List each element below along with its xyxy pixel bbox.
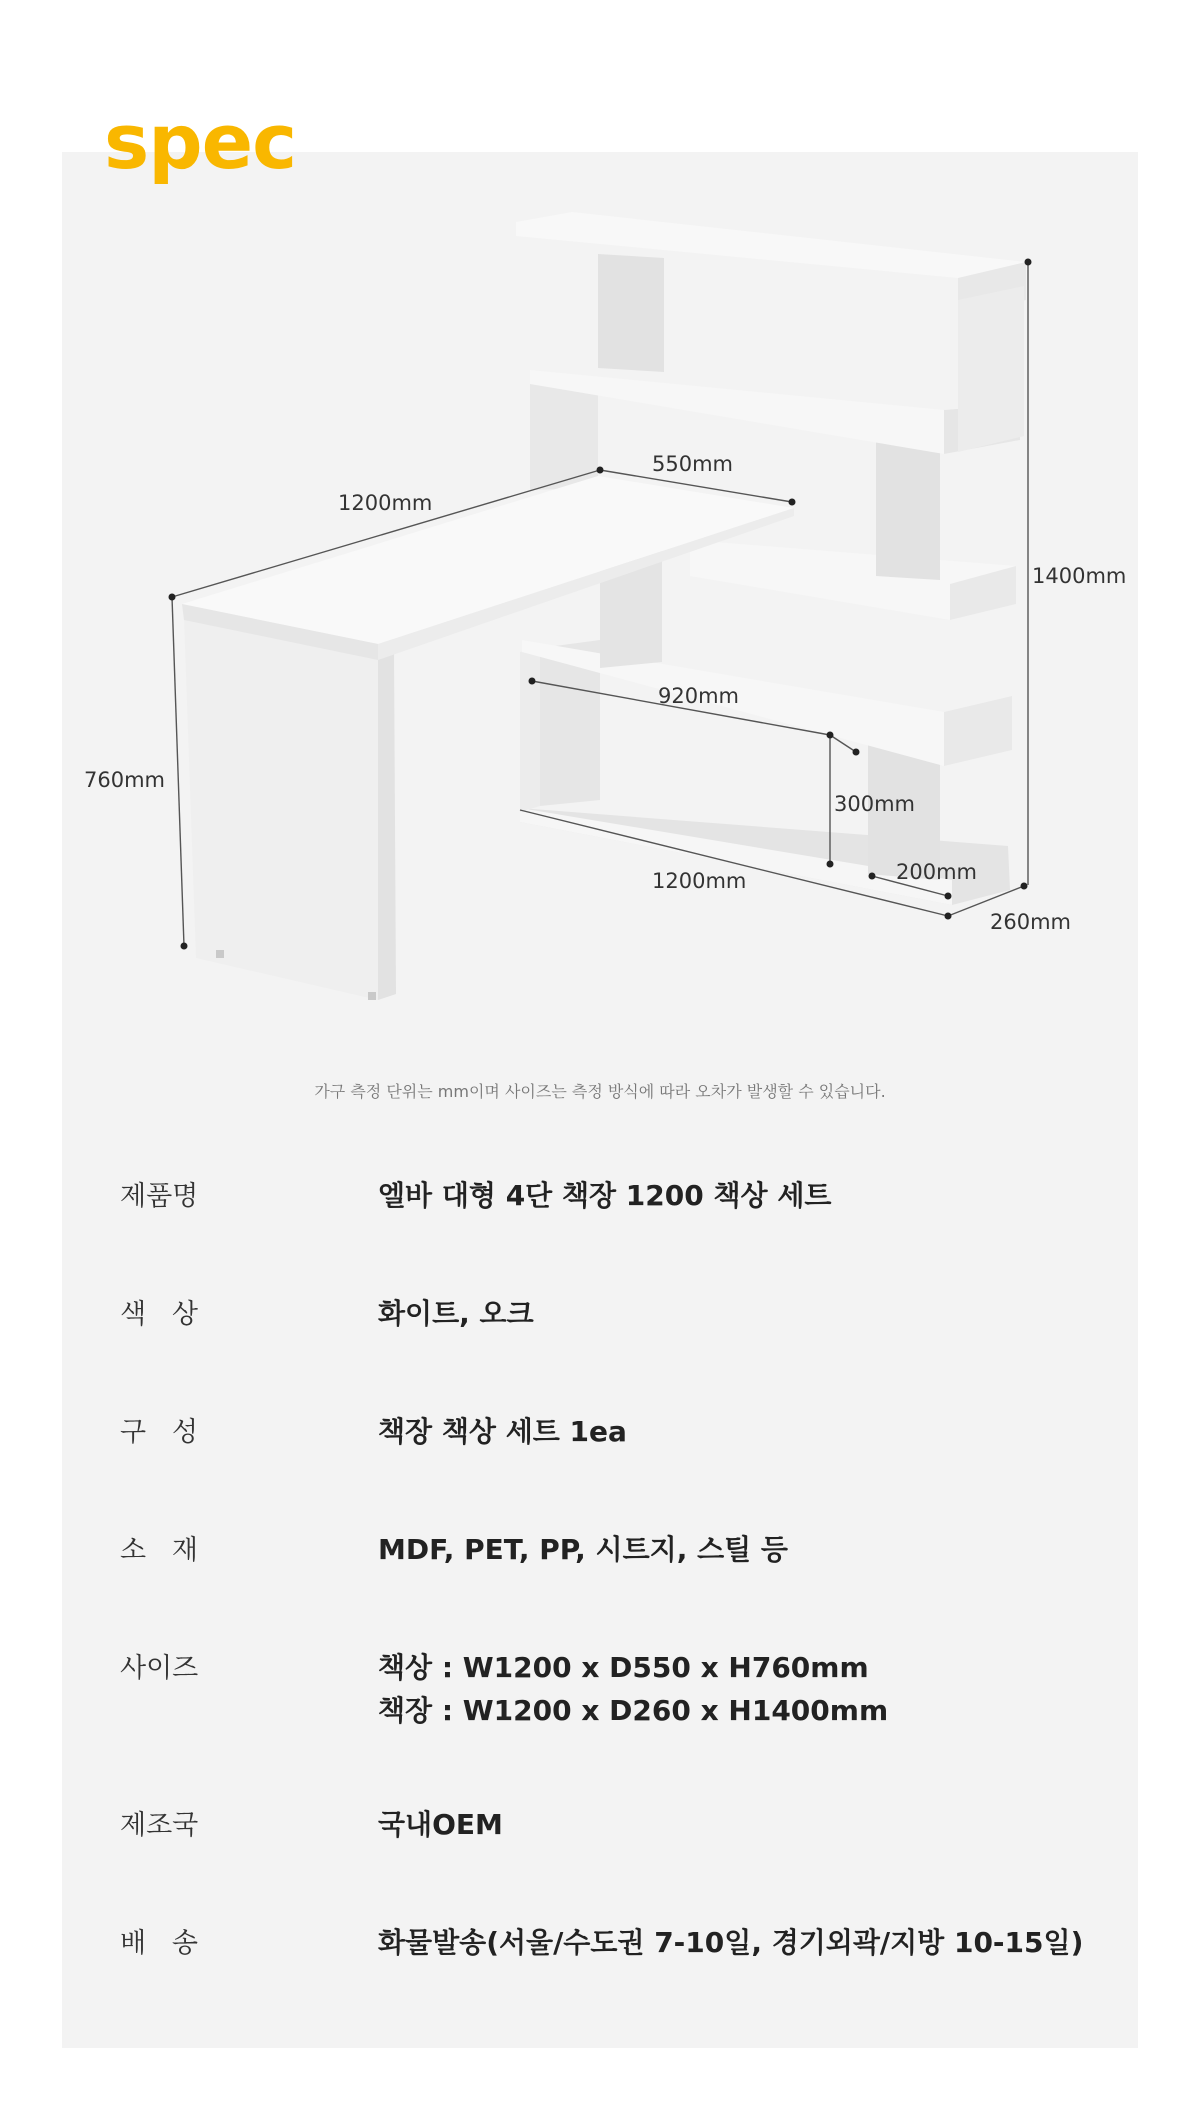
spec-label: 배 송 (120, 1928, 198, 1959)
spec-value (378, 1921, 1083, 1964)
spec-value-line: 책장 : W1200 x D260 x H1400mm (378, 1694, 889, 1727)
spec-label: 색 상 (120, 1299, 198, 1330)
spec-value-line: 국내OEM (378, 1808, 503, 1841)
spec-label: 사이즈 (120, 1653, 199, 1684)
spec-title: spec (104, 97, 297, 186)
shelf-depth-label: 260mm (990, 910, 1071, 934)
shelf-inner-width-label: 920mm (658, 684, 739, 708)
spec-value-line: MDF, PET, PP, 시트지, 스틸 등 (378, 1533, 788, 1566)
desk-width-label: 1200mm (338, 491, 433, 515)
shelf-height-label: 1400mm (1032, 564, 1127, 588)
shelf-column-label: 200mm (896, 860, 977, 884)
spec-label: 제품명 (120, 1181, 199, 1212)
spec-value (378, 1292, 534, 1335)
spec-value (378, 1410, 627, 1453)
spec-value (378, 1174, 831, 1217)
spec-value-line: 화물발송(서울/수도권 7-10일, 경기외곽/지방 10-15일) (378, 1926, 1084, 1959)
shelf-width-label: 1200mm (652, 869, 747, 893)
spec-value (378, 1528, 788, 1571)
desk-depth-label: 550mm (652, 452, 733, 476)
spec-label: 제조국 (120, 1810, 199, 1841)
spec-value-line: 화이트, 오크 (378, 1297, 534, 1330)
measurement-notice: 가구 측정 단위는 mm이며 사이즈는 측정 방식에 따라 오차가 발생할 수 있습니다. (314, 1082, 886, 1101)
spec-value-line: 엘바 대형 4단 책장 1200 책상 세트 (378, 1179, 832, 1212)
spec-label: 소 재 (120, 1535, 198, 1566)
spec-value (378, 1646, 888, 1732)
spec-value-line: 책상 : W1200 x D550 x H760mm (378, 1651, 869, 1684)
spec-label: 구 성 (120, 1417, 198, 1448)
spec-value (378, 1803, 503, 1846)
desk-height-label: 760mm (84, 768, 165, 792)
shelf-gap-label: 300mm (834, 792, 915, 816)
spec-value-line: 책장 책상 세트 1ea (378, 1415, 627, 1448)
